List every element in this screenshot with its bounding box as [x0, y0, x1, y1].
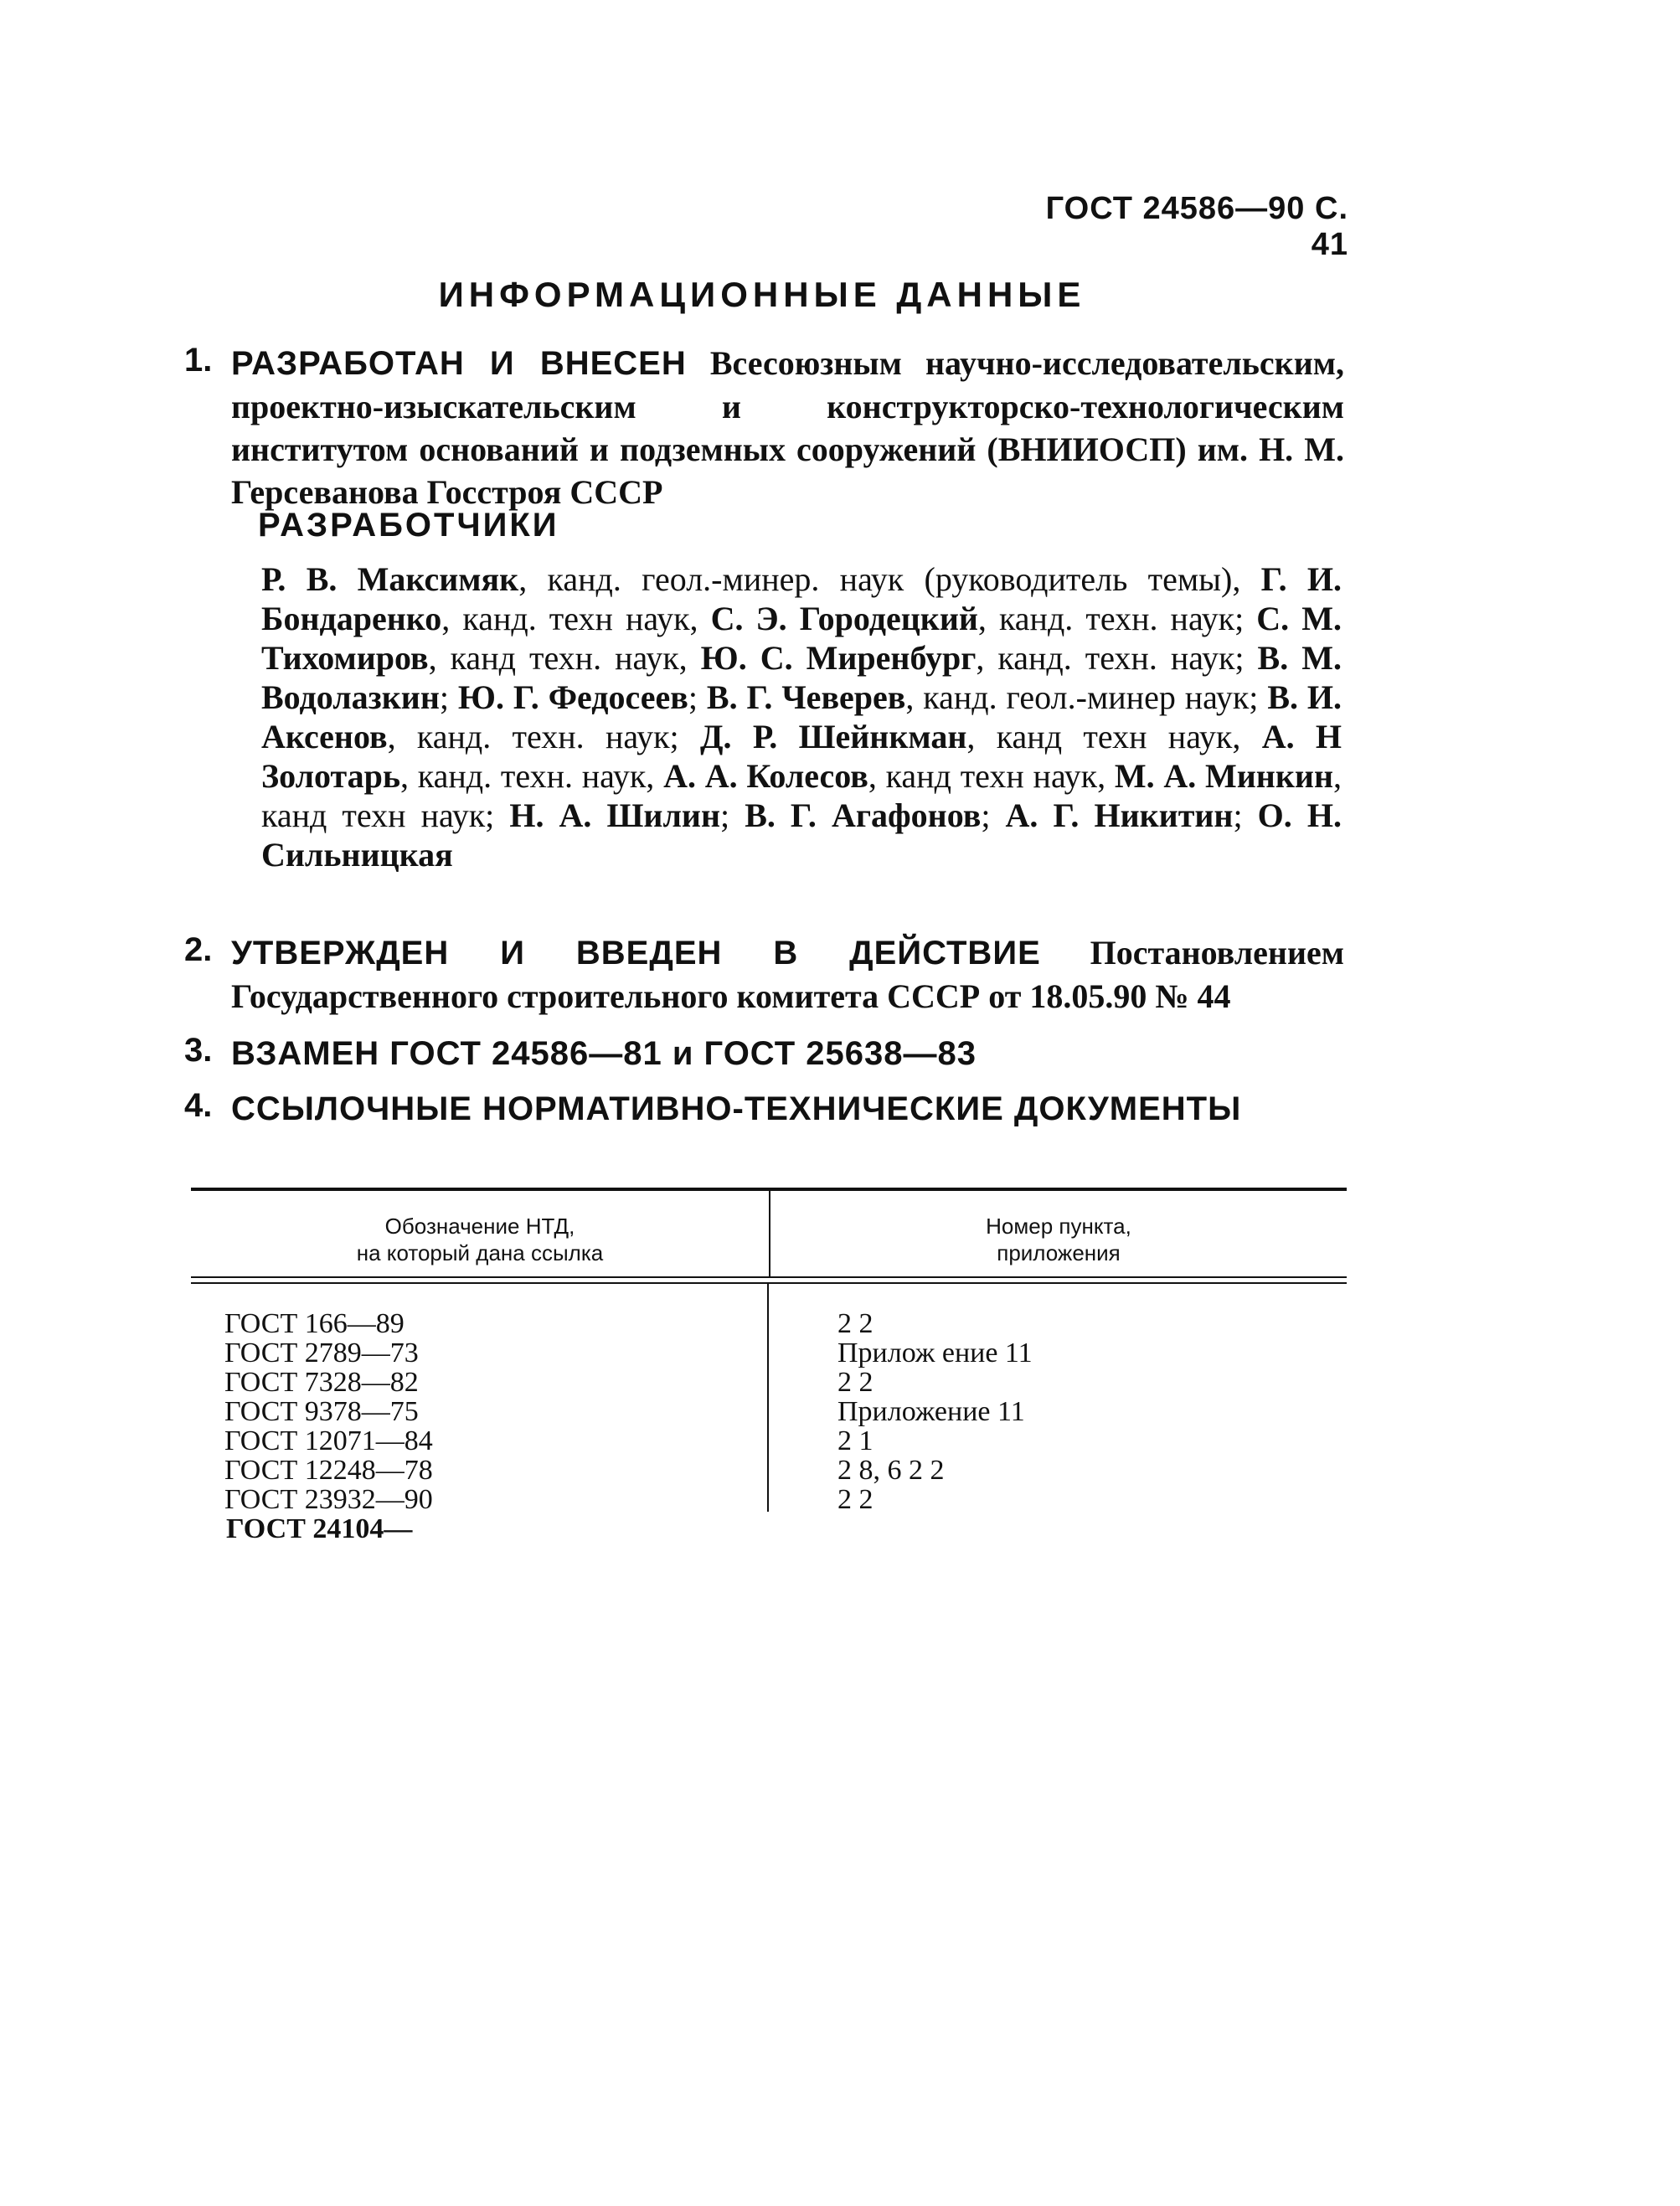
table-column-ref — [769, 1284, 1347, 1514]
table-body — [191, 1284, 1347, 1514]
section-3 — [184, 1032, 1344, 1075]
developer-credentials: ; — [981, 796, 1006, 834]
table-cell-ref: Приложение 11 — [837, 1396, 1025, 1427]
table-cell-doc: ГОСТ 7328—82 — [224, 1367, 419, 1398]
section-1 — [184, 342, 1344, 513]
table-cell-doc: ГОСТ 23932—90 — [224, 1484, 433, 1515]
developer-name: М. А. Минкин — [1114, 757, 1333, 795]
page-title: ИНФОРМАЦИОННЫЕ ДАННЫЕ — [438, 275, 1086, 314]
developer-credentials: ; — [688, 678, 707, 716]
table-cell-ref: 2 2 — [837, 1367, 873, 1398]
developer-name: А. А. Колесов — [663, 757, 868, 795]
section-body — [231, 1087, 1344, 1131]
section-number: 2. — [184, 931, 213, 968]
developer-credentials: , канд техн. наук, — [428, 639, 701, 677]
reference-table — [191, 1188, 1347, 1544]
table-cell-doc: ГОСТ 12248—78 — [224, 1455, 433, 1486]
developer-name: В. Г. Чеверев — [706, 678, 906, 716]
developer-name: А. Н Золотарь — [261, 718, 1342, 795]
table-cell-doc: ГОСТ 166—89 — [224, 1308, 405, 1339]
developer-credentials: , канд техн наук; — [261, 757, 1342, 834]
header-line: Номер пункта, — [986, 1214, 1131, 1239]
table-cell-ref: 2 2 — [837, 1484, 873, 1515]
section-lead: УТВЕРЖДЕН И ВВЕДЕН В ДЕЙСТВИЕ — [231, 935, 1041, 972]
section-number: 1. — [184, 342, 213, 379]
developer-credentials: , канд техн наук, — [868, 757, 1115, 795]
table-trailing-row: ГОСТ 24104— — [226, 1513, 413, 1544]
header-line: на который дана ссылка — [356, 1240, 604, 1265]
header-line: Обозначение НТД, — [384, 1214, 575, 1239]
section-text: Всесоюзным научно-исследовательским, проектно-изыскательским и конструкторско-технологическим институтом оснований и подземных сооружений (ВНИИОСП) им. Н. М. Герсеванова Госстроя СССР — [231, 344, 1345, 511]
developer-credentials: , канд техн наук, — [966, 718, 1262, 755]
developer-credentials: , канд. техн. наук; — [976, 639, 1258, 677]
developer-name: О. Н. Сильницкая — [261, 796, 1342, 874]
table-header-cell — [191, 1191, 770, 1276]
developers-list — [261, 559, 1342, 874]
developer-credentials: , канд. техн. наук; — [387, 718, 700, 755]
header-line: приложения — [997, 1240, 1121, 1265]
table-cell-ref: 2 1 — [837, 1425, 873, 1456]
section-number: 3. — [184, 1032, 213, 1069]
developer-name: С. Э. Городецкий — [710, 600, 978, 637]
developer-credentials: , канд. техн. наук; — [977, 600, 1257, 637]
section-text: Постановлением Государственного строительного комитета СССР от 18.05.90 № 44 — [231, 934, 1345, 1015]
developer-credentials: , канд. геол.-минер. наук (руководитель темы), — [518, 560, 1261, 598]
developers-heading: РАЗРАБОТЧИКИ — [258, 507, 559, 544]
section-lead: РАЗРАБОТАН И ВНЕСЕН — [231, 345, 687, 382]
table-cell-doc: ГОСТ 12071—84 — [224, 1425, 433, 1456]
section-lead: ВЗАМЕН ГОСТ 24586—81 и ГОСТ 25638—83 — [231, 1035, 977, 1072]
section-body — [231, 931, 1344, 1018]
developer-credentials: , канд. техн. наук, — [400, 757, 664, 795]
developer-name: В. Г. Агафонов — [745, 796, 982, 834]
developer-name: Р. В. Максимяк — [261, 560, 519, 598]
developer-name: А. Г. Никитин — [1005, 796, 1234, 834]
developer-name: В. М. Водолазкин — [261, 639, 1342, 716]
table-cell-ref: Прилож ение 11 — [837, 1338, 1033, 1368]
section-number: 4. — [184, 1087, 213, 1124]
section-body — [231, 342, 1344, 513]
section-4 — [184, 1087, 1344, 1131]
developer-name: Г. И. Бондаренко — [261, 560, 1342, 637]
table-cell-doc: ГОСТ 9378—75 — [224, 1396, 419, 1427]
developer-name: С. М. Тихомиров — [261, 600, 1342, 677]
developer-name: Н. А. Шилин — [509, 796, 720, 834]
table-column-doc — [191, 1284, 769, 1515]
developer-name: Ю. С. Миренбург — [700, 639, 977, 677]
developer-credentials: ; — [439, 678, 458, 716]
developer-name: В. И. Аксенов — [261, 678, 1342, 755]
table-cell-ref: 2 8, 6 2 2 — [837, 1455, 945, 1486]
developer-credentials: ; — [720, 796, 745, 834]
table-cell-ref: 2 2 — [837, 1308, 873, 1339]
section-lead: ССЫЛОЧНЫЕ НОРМАТИВНО-ТЕХНИЧЕСКИЕ ДОКУМЕНТЫ — [231, 1090, 1242, 1127]
developer-name: Д. Р. Шейнкман — [699, 718, 967, 755]
section-body — [231, 1032, 1344, 1075]
developer-credentials: , канд. геол.-минер наук; — [905, 678, 1268, 716]
developer-credentials: ; — [1233, 796, 1258, 834]
page-header: ГОСТ 24586—90 С. 41 — [1045, 191, 1348, 262]
table-header — [191, 1191, 1347, 1276]
table-cell-doc: ГОСТ 2789—73 — [224, 1338, 419, 1368]
section-2 — [184, 931, 1344, 1018]
developer-credentials: , канд. техн наук, — [441, 600, 711, 637]
table-header-rule — [191, 1276, 1347, 1284]
developer-name: Ю. Г. Федосеев — [457, 678, 688, 716]
table-header-cell — [770, 1191, 1347, 1276]
